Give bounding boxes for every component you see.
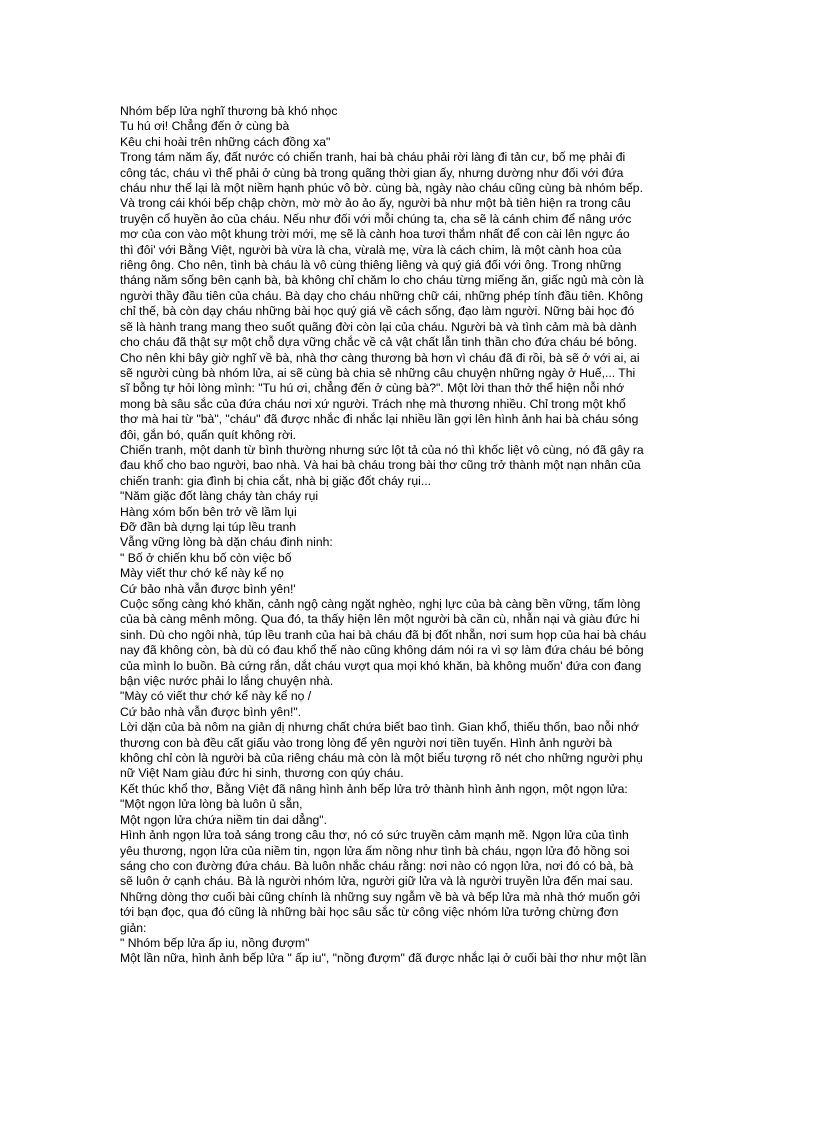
- text-line: Kêu chi hoài trên những cách đồng xa": [120, 134, 331, 149]
- text-line: Vẫng vững lòng bà dặn cháu đinh ninh:: [120, 535, 333, 550]
- text-line: Trong tám năm ấy, đất nước có chiến tranh, hai bà cháu phải rời làng đi tản cư, bố mẹ phải đi: [120, 150, 626, 165]
- text-line: sĩ bỗng tự hỏi lòng mình: "Tu hú ơi, chẳng đến ở cùng bà?". Một lời than thở thể hiện nỗi nhớ: [120, 381, 625, 396]
- text-line: sẽ là hành trang mang theo suốt quãng đời còn lại của cháu. Người bà và tình cảm mà bà dành: [120, 319, 637, 334]
- text-line: chiến tranh: gia đình bị chia cắt, nhà bị giặc đốt cháy rụi...: [120, 473, 431, 488]
- text-line: của bà càng mênh mông. Qua đó, ta thấy hiện lên một người bà cần cù, nhẫn nại và giàu đức hi: [120, 612, 640, 627]
- text-line: nay đã không còn, bà dù có đau khổ thế nào cũng không dám nói ra vì sợ làm đứa cháu bé bỏng: [120, 643, 644, 658]
- text-line: bận việc nước phải lo lắng chuyện nhà.: [120, 674, 334, 689]
- text-line: Cứ bảo nhà vẫn được bình yên!': [120, 581, 296, 596]
- text-line: Hình ảnh ngọn lửa toả sáng trong câu thơ, nó có sức truyền cảm mạnh mẽ. Ngọn lửa của tình: [120, 828, 629, 843]
- text-line: sẽ người cùng bà nhóm lửa, ai sẽ cùng bà chia sẻ những câu chuyện những ngày ở Huế,... Thi: [120, 365, 636, 380]
- text-line: Nhóm bếp lửa nghĩ thương bà khó nhọc: [120, 104, 338, 118]
- text-line: người thầy đầu tiên của cháu. Bà dạy cho cháu những chữ cái, những phép tính đầu tiên. Không: [120, 288, 644, 303]
- text-line: Lời dặn của bà nôm na giản dị nhưng chất chứa biết bao tình. Gian khổ, thiếu thốn, bao nỗi nhớ: [120, 720, 639, 735]
- text-line: giản:: [120, 920, 147, 935]
- text-line: yêu thương, ngọn lửa của niềm tin, ngọn lửa ấm nồng như tình bà cháu, ngọn lửa đỏ hồng soi: [120, 843, 630, 858]
- text-line: Một lần nữa, hình ảnh bếp lửa " ấp iu", "nồng đượm" đã được nhắc lại ở cuối bài thơ như một lần: [120, 951, 647, 966]
- text-line: Và trong cái khói bếp chập chờn, mờ mờ ảo ảo ấy, người bà như một bà tiên hiện ra trong câu: [120, 196, 631, 211]
- text-line: công tác, cháu vì thế phải ở cùng bà trong quãng thời gian ấy, nhưng dường như đối với đứa: [120, 165, 624, 180]
- text-line: mong bà sâu sắc của đứa cháu nơi xứ người. Trách nhẹ mà thương nhiều. Chỉ trong một khổ: [120, 396, 626, 411]
- text-line: sáng cho con đường đứa cháu. Bà luôn nhắc cháu rằng: nơi nào có ngọn lửa, nơi đó có bà, bà: [120, 858, 634, 873]
- text-line: sẽ luôn ở cạnh cháu. Bà là người nhóm lửa, người giữ lửa và là người truyền lửa đến mai sau.: [120, 874, 634, 889]
- text-line: Đỡ đần bà dựng lại túp lều tranh: [120, 519, 297, 534]
- text-line: Chiến tranh, một danh từ bình thường nhưng sức lột tả của nó thì khốc liệt vô cùng, nó đã gây ra: [120, 442, 644, 457]
- text-line: Kết thúc khổ thơ, Bằng Việt đã nâng hình ảnh bếp lửa trở thành hình ảnh ngọn, một ngọn lửa:: [120, 781, 628, 796]
- text-line: riêng ông. Cho nên, tình bà cháu là vô cùng thiêng liêng và quý giá đối với ông. Trong những: [120, 258, 622, 273]
- text-line: " Bố ở chiến khu bố còn việc bố: [120, 550, 292, 565]
- text-line: mơ của con vào một khung trời mới, mẹ sẽ là cành hoa tươi thắm nhất để con cài lên ngực áo: [120, 227, 630, 242]
- text-line: nữ Việt Nam giàu đức hi sinh, thương con qúy cháu.: [120, 766, 404, 781]
- text-line: thơ mà hai từ "bà", "cháu" đã được nhắc đi nhắc lại nhiều lần gợi lên hình ảnh hai bà cháu sóng: [120, 412, 639, 427]
- text-line: Cứ bảo nhà vẫn được bình yên!".: [120, 704, 302, 719]
- text-line: "Một ngọn lửa lòng bà luôn ủ sẵn,: [120, 797, 303, 812]
- text-line: "Mày có viết thư chớ kể này kể nọ /: [120, 689, 312, 704]
- text-line: Những dòng thơ cuối bài cũng chính là những suy ngẫm về bà và bếp lửa mà nhà thớ muốn gởi: [120, 889, 641, 904]
- text-line: cho cháu đã thật sự một chỗ dựa vững chắc về cả vật chất lẫn tinh thần cho đứa cháu bé bỏng.: [120, 335, 638, 350]
- text-line: truyện cổ huyền ảo của cháu. Nếu như đối với mỗi chúng ta, cha sẽ là cánh chim để nâng ước: [120, 211, 632, 226]
- text-line: thương con bà đều cất giấu vào trong lòng để yên người nơi tiền tuyến. Hình ảnh người bà: [120, 735, 613, 750]
- text-line: thì đôi' với Bằng Việt, người bà vừa là cha, vừalà mẹ, vừa là cách chim, là một cành hoa của: [120, 242, 622, 257]
- text-line: Hàng xóm bốn bên trở về lầm lụi: [120, 504, 297, 519]
- text-line: tới bạn đọc, qua đó cũng là những bài học sâu sắc từ công việc nhóm lửa tưởng chừng đơn: [120, 905, 619, 920]
- text-line: của mình lo buồn. Bà cứng rắn, dắt cháu vượt qua mọi khó khăn, bà không muốn' đứa con đang: [120, 658, 642, 673]
- text-line: không chỉ còn là người bà của riêng cháu mà còn là một biểu tượng rõ nét cho những người phụ: [120, 751, 643, 766]
- text-line: Một ngọn lửa chứa niềm tin dai dẳng".: [120, 812, 327, 827]
- text-line: chỉ thế, bà còn dạy cháu những bài học quý giá về cách sống, đạo làm người. Nững bài học đó: [120, 304, 635, 319]
- text-line: Cho nên khi bây giờ nghĩ về bà, nhà thơ càng thương bà hơn vì cháu đã đi rồi, bà sẽ ở với ai, ai: [120, 350, 640, 365]
- text-line: "Năm giặc đốt làng cháy tàn cháy rụi: [120, 489, 319, 504]
- text-line: cháu như thế lại là một niềm hạnh phúc vô bờ. cùng bà, ngày nào cháu cũng cùng bà nhóm bếp.: [120, 181, 643, 196]
- text-line: Cuộc sống càng khó khăn, cảnh ngộ càng ngặt nghèo, nghị lực của bà càng bền vững, tấm lòng: [120, 597, 641, 611]
- text-line: " Nhóm bếp lửa ấp iu, nồng đượm": [120, 935, 310, 950]
- text-line: tháng năm sống bên cạnh bà, bà không chỉ chăm lo cho cháu từng miếng ăn, giấc ngủ mà còn là: [120, 273, 644, 288]
- text-line: Mày viết thư chớ kể này kể nọ: [120, 566, 284, 581]
- document-body: [120, 104, 720, 967]
- text-line: đôi, gắn bó, quấn quít không rời.: [120, 427, 297, 442]
- text-line: đau khổ cho bao người, bao nhà. Và hai bà cháu trong bài thơ cũng trở thành một nạn nhân của: [120, 458, 641, 473]
- text-line: sinh. Dù cho ngôi nhà, túp lều tranh của hai bà cháu đã bị đốt nhẵn, nơi sum họp của hai bà cháu: [120, 627, 647, 642]
- text-line: Tu hú ơi! Chẳng đến ở cùng bà: [120, 119, 290, 134]
